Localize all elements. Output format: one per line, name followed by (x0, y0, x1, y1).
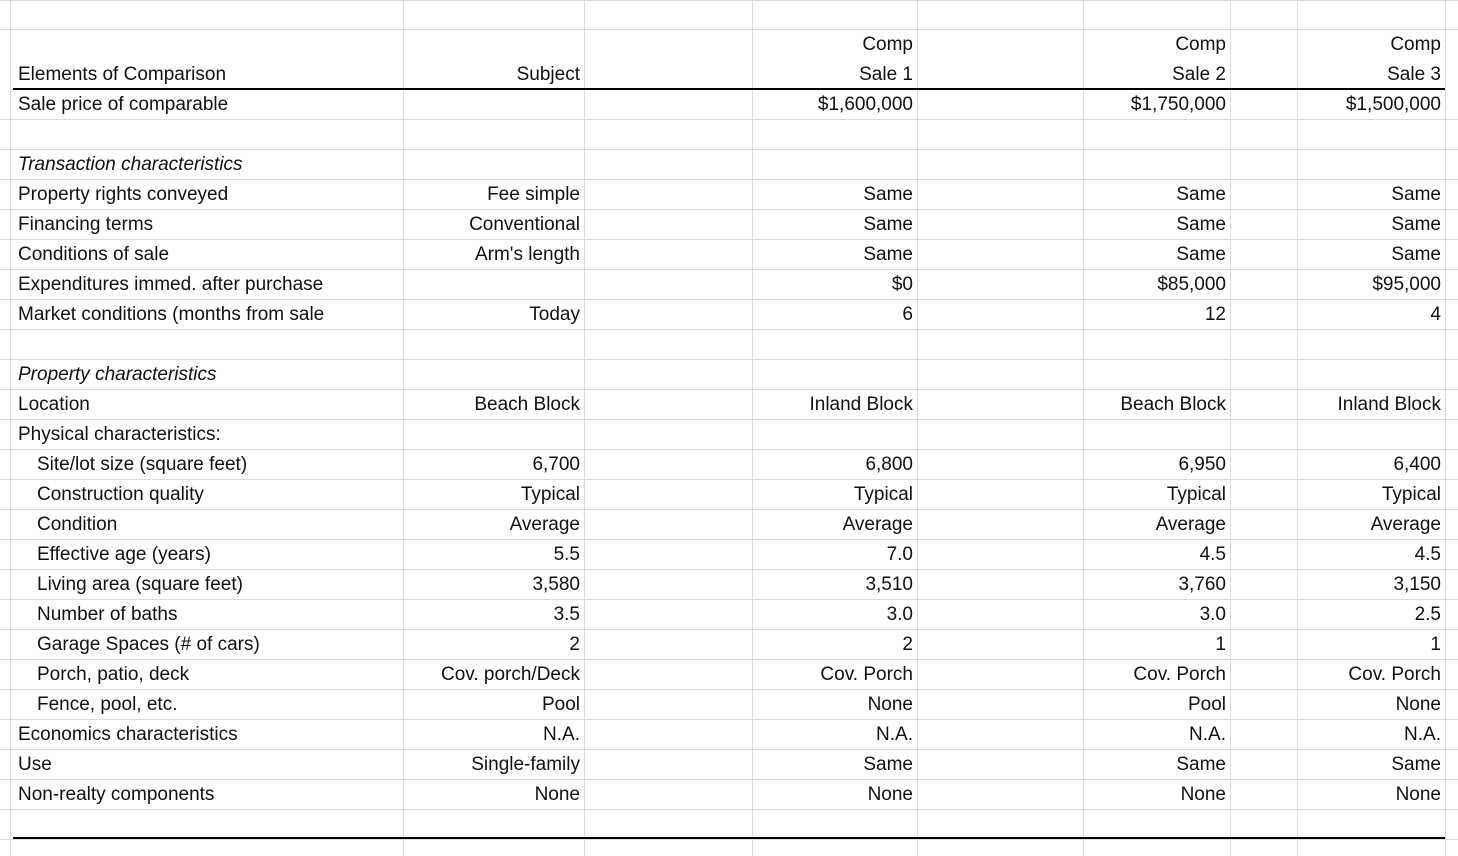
comp2-cell: Same (1176, 244, 1226, 265)
comp3-cell: Same (1391, 214, 1441, 235)
comp2-cell: Pool (1187, 694, 1226, 715)
comp2-header-line1: Comp (1175, 34, 1226, 55)
comp2-cell: $85,000 (1157, 274, 1226, 295)
comp2-cell: N.A. (1189, 724, 1226, 745)
comp1-cell: $1,600,000 (817, 94, 913, 115)
grid-line (917, 0, 918, 856)
subject-cell: Arm's length (474, 244, 580, 265)
comp1-cell: 3,510 (865, 574, 913, 595)
row-label: Porch, patio, deck (37, 664, 190, 685)
grid-line (1445, 0, 1446, 856)
row-label: Construction quality (37, 484, 204, 505)
comp3-cell: Same (1391, 244, 1441, 265)
comp3-cell: Cov. Porch (1348, 664, 1441, 685)
subject-cell: Cov. porch/Deck (440, 664, 580, 685)
subject-cell (405, 90, 580, 120)
row-label: Sale price of comparable (18, 94, 229, 115)
comp3-cell: N.A. (1404, 724, 1441, 745)
comp2-cell: Same (1176, 754, 1226, 775)
row-label: Market conditions (months from sale (18, 304, 325, 325)
row-label: Effective age (years) (37, 544, 211, 565)
header-subject: Subject (516, 64, 580, 85)
grid-line (0, 0, 1458, 1)
row-label: Non-realty components (18, 784, 215, 805)
comp1-cell: 3.0 (886, 604, 913, 625)
comp3-header-line1: Comp (1390, 34, 1441, 55)
subject-cell: 6,700 (532, 454, 580, 475)
comp1-header-line2: Sale 1 (859, 64, 913, 85)
comp3-cell: 3,150 (1393, 574, 1441, 595)
comp1-cell: 6 (902, 304, 913, 325)
comp3-cell: Average (1370, 514, 1441, 535)
comp1-cell: Same (863, 184, 913, 205)
comp3-cell: Same (1391, 754, 1441, 775)
comp3-cell: Inland Block (1337, 394, 1441, 415)
comp2-cell: 3.0 (1199, 604, 1226, 625)
comp3-cell: Typical (1381, 484, 1441, 505)
comp3-cell: $95,000 (1372, 274, 1441, 295)
comp1-cell: Same (863, 214, 913, 235)
comp1-cell: Average (842, 514, 913, 535)
row-label: Economics characteristics (18, 724, 238, 745)
comp3-cell: 6,400 (1393, 454, 1441, 475)
row-label: Physical characteristics: (18, 424, 221, 445)
comp1-cell: 7.0 (886, 544, 913, 565)
subject-cell: 2 (569, 634, 580, 655)
row-label: Fence, pool, etc. (37, 694, 178, 715)
comp2-cell: Typical (1166, 484, 1226, 505)
subject-cell: None (534, 784, 580, 805)
comp2-cell: Cov. Porch (1133, 664, 1226, 685)
header-elements-label: Elements of Comparison (18, 64, 227, 85)
row-label: Living area (square feet) (37, 574, 243, 595)
grid-line (584, 0, 585, 856)
comp2-cell: 1 (1215, 634, 1226, 655)
subject-cell (405, 270, 580, 300)
subject-cell: Single-family (471, 754, 580, 775)
comp1-cell: $0 (891, 274, 913, 295)
section-heading-transaction: Transaction characteristics (18, 154, 243, 175)
comp2-cell: Beach Block (1120, 394, 1226, 415)
subject-cell: 3,580 (532, 574, 580, 595)
subject-cell: 5.5 (553, 544, 580, 565)
subject-cell: Fee simple (487, 184, 580, 205)
comp3-cell: None (1395, 694, 1441, 715)
row-label: Financing terms (18, 214, 154, 235)
row-label: Garage Spaces (# of cars) (37, 634, 260, 655)
comp2-cell: Same (1176, 214, 1226, 235)
grid-line (1230, 0, 1231, 856)
comp3-cell: 1 (1430, 634, 1441, 655)
comp2-cell: $1,750,000 (1130, 94, 1226, 115)
table-bottom-rule (13, 837, 1445, 839)
subject-cell: N.A. (543, 724, 580, 745)
subject-cell: Typical (520, 484, 580, 505)
comp2-cell: 4.5 (1199, 544, 1226, 565)
grid-line (752, 0, 753, 856)
comp2-header-line2: Sale 2 (1172, 64, 1226, 85)
row-label: Use (18, 754, 52, 775)
comp3-cell: 4 (1430, 304, 1441, 325)
subject-cell: 3.5 (553, 604, 580, 625)
subject-cell: Beach Block (474, 394, 580, 415)
comp1-cell: N.A. (876, 724, 913, 745)
comp3-cell: 4.5 (1414, 544, 1441, 565)
row-label: Site/lot size (square feet) (37, 454, 248, 475)
comp3-cell: Same (1391, 184, 1441, 205)
comp2-cell: 12 (1204, 304, 1226, 325)
subject-cell: Pool (541, 694, 580, 715)
row-label: Number of baths (37, 604, 178, 625)
comp1-cell: Same (863, 244, 913, 265)
comp3-cell: 2.5 (1414, 604, 1441, 625)
row-label: Location (18, 394, 90, 415)
comp2-cell: 3,760 (1178, 574, 1226, 595)
comp3-cell: None (1395, 784, 1441, 805)
comp1-cell: Cov. Porch (820, 664, 913, 685)
comp1-cell: Inland Block (809, 394, 913, 415)
grid-line (0, 839, 1458, 840)
comp3-header-line2: Sale 3 (1387, 64, 1441, 85)
comp1-cell: Typical (853, 484, 913, 505)
subject-cell: Conventional (469, 214, 580, 235)
row-label: Condition (37, 514, 118, 535)
comp3-cell: $1,500,000 (1345, 94, 1441, 115)
row-label: Conditions of sale (18, 244, 170, 265)
comp2-cell: Same (1176, 184, 1226, 205)
comp2-cell: Average (1155, 514, 1226, 535)
comp2-cell: None (1180, 784, 1226, 805)
grid-line (0, 29, 1458, 30)
grid-line (1083, 0, 1084, 856)
row-label: Expenditures immed. after purchase (18, 274, 324, 295)
grid-line (10, 0, 11, 856)
section-heading-property: Property characteristics (18, 364, 217, 385)
subject-cell: Today (529, 304, 580, 325)
comp1-cell: 6,800 (865, 454, 913, 475)
comp1-cell: Same (863, 754, 913, 775)
comp1-header-line1: Comp (862, 34, 913, 55)
subject-cell: Average (509, 514, 580, 535)
grid-line (403, 0, 404, 856)
comp1-cell: None (867, 784, 913, 805)
row-label: Property rights conveyed (18, 184, 229, 205)
comp2-cell: 6,950 (1178, 454, 1226, 475)
comp1-cell: 2 (902, 634, 913, 655)
comp1-cell: None (867, 694, 913, 715)
